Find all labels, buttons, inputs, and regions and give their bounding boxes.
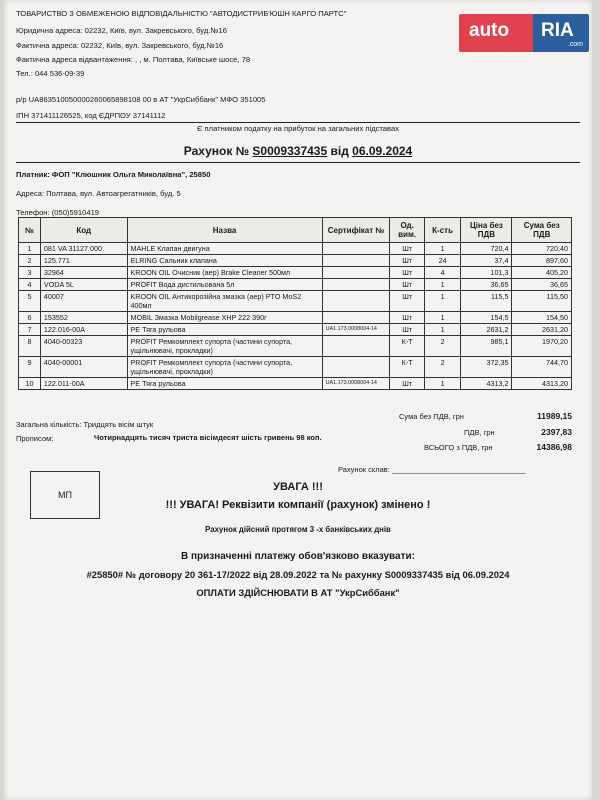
invoice-date: 06.09.2024 <box>352 144 413 158</box>
cell-name: PROFIT Вода дистильована 5л <box>127 279 322 291</box>
cell-code: 081 VA 31127 000 <box>40 243 127 255</box>
col-header-qty: К-сть <box>424 218 461 243</box>
cell-sum: 897,60 <box>512 255 572 267</box>
table-row <box>19 243 572 255</box>
col-header-sum: Сума без ПДВ <box>512 218 572 243</box>
cell-name: KROON OIL Антикорозійна змазка (аер) PTO MoS2 400мл <box>127 291 322 312</box>
cell-sum: 405,20 <box>512 267 572 279</box>
cell-unit: Шт <box>390 291 424 312</box>
cell-qty: 1 <box>424 279 461 291</box>
total-in-words: Чотирнадцять тисяч триста вісімдесят шість гривень 98 коп. <box>94 433 322 442</box>
col-header-name: Назва <box>127 218 322 243</box>
cell-code: 122.011-00A <box>40 378 127 390</box>
cell-qty: 1 <box>424 312 461 324</box>
cell-unit: Шт <box>390 243 424 255</box>
vat-label: ПДВ, грн <box>464 428 495 437</box>
logo-suffix: .com <box>567 41 583 48</box>
company-name: ТОВАРИСТВО З ОБМЕЖЕНОЮ ВІДПОВІДАЛЬНІСТЮ "АВТОДИСТРИБ'ЮШН КАРГО ПАРТС" <box>16 9 347 18</box>
cell-cert <box>322 279 390 291</box>
cell-code: 40007 <box>40 291 127 312</box>
cell-n: 10 <box>19 378 41 390</box>
payer-address: Адреса: Полтава, вул. Автоагрегатників, буд. 5 <box>16 189 181 198</box>
notice-title: УВАГА !!! <box>273 481 323 493</box>
cell-cert <box>322 267 390 279</box>
invoice-date-label: від <box>330 144 349 158</box>
cell-cert: UA1.173.0008004-14 <box>322 378 390 390</box>
cell-name: MOBIL Змазка Mobilgrease XHP 222 390г <box>127 312 322 324</box>
cell-unit: Шт <box>390 267 424 279</box>
col-header-num: № <box>19 218 41 243</box>
cell-cert <box>322 312 390 324</box>
cell-n: 2 <box>19 255 41 267</box>
cell-code: 153552 <box>40 312 127 324</box>
table-row <box>19 336 572 357</box>
cell-cert: UA1.173.0008004-14 <box>322 324 390 336</box>
cell-name: ELRING Сальник клапана <box>127 255 322 267</box>
words-label: Прописом: <box>16 434 54 443</box>
table-row <box>19 357 572 378</box>
autoria-logo <box>459 14 589 52</box>
cell-n: 4 <box>19 279 41 291</box>
cell-price: 4313,2 <box>461 378 512 390</box>
stamp-box: МП <box>30 471 100 519</box>
cell-name: PROFIT Ремкомплект супорта (частини супорта, ущільнювачі, прокладки) <box>127 336 322 357</box>
cell-qty: 1 <box>424 378 461 390</box>
col-header-price: Ціна без ПДВ <box>461 218 512 243</box>
cell-name: KROON OIL Очисник (аер) Brake Cleaner 500мл <box>127 267 322 279</box>
cell-unit: Шт <box>390 312 424 324</box>
table-row <box>19 291 572 312</box>
cell-name: PE Тяга рульова <box>127 324 322 336</box>
actual-address: Фактична адреса: 02232, Київ, вул. Закревського, буд.№16 <box>16 41 224 50</box>
cell-sum: 720,40 <box>512 243 572 255</box>
legal-address: Юридична адреса: 02232, Київ, вул. Закревського, буд.№16 <box>16 26 227 35</box>
purpose-line: #25850# № договору 20 361-17/2022 від 28.09.2022 та № рахунку S0009337435 від 06.09.2024 <box>86 569 510 580</box>
cell-sum: 36,65 <box>512 279 572 291</box>
cell-qty: 4 <box>424 267 461 279</box>
cell-n: 3 <box>19 267 41 279</box>
cell-qty: 24 <box>424 255 461 267</box>
header-divider <box>16 122 580 123</box>
bank-account: р/р UA863510050000260065898108 00 в АТ "УкрСиббанк" МФО 351005 <box>16 95 266 104</box>
cell-n: 1 <box>19 243 41 255</box>
cell-code: 4040-00323 <box>40 336 127 357</box>
cell-cert <box>322 291 390 312</box>
cell-unit: Шт <box>390 279 424 291</box>
vat-value: 2397,83 <box>541 427 572 437</box>
payer-phone: Телефон: (050)5910419 <box>16 208 100 217</box>
table-row <box>19 324 572 336</box>
cell-price: 101,3 <box>461 267 512 279</box>
drafted-by: Рахунок склав: ________________________________ <box>338 465 526 474</box>
cell-qty: 1 <box>424 243 461 255</box>
title-divider <box>16 162 580 163</box>
cell-price: 2631,2 <box>461 324 512 336</box>
cell-code: 32964 <box>40 267 127 279</box>
cell-cert <box>322 336 390 357</box>
cell-sum: 1970,20 <box>512 336 572 357</box>
cell-unit: Шт <box>390 255 424 267</box>
cell-price: 37,4 <box>461 255 512 267</box>
table-row <box>19 279 572 291</box>
sum-value: 11989,15 <box>537 411 572 421</box>
cell-cert <box>322 243 390 255</box>
shipping-address: Фактична адреса відвантаження: , , м. Полтава, Київське шосе, 78 <box>16 55 251 64</box>
cell-price: 36,65 <box>461 279 512 291</box>
cell-cert <box>322 255 390 267</box>
invoice-label: Рахунок № <box>183 144 250 158</box>
cell-unit: Шт <box>390 378 424 390</box>
items-body <box>19 243 572 390</box>
cell-sum: 154,50 <box>512 312 572 324</box>
cell-n: 6 <box>19 312 41 324</box>
col-header-unit: Од. вим. <box>390 218 424 243</box>
table-row <box>19 267 572 279</box>
cell-price: 115,5 <box>461 291 512 312</box>
cell-name: PE Тяга рульова <box>127 378 322 390</box>
cell-n: 7 <box>19 324 41 336</box>
cell-unit: К-Т <box>390 357 424 378</box>
pay-to: ОПЛАТИ ЗДІЙСНЮВАТИ В АТ "УкрСиббанк" <box>196 587 400 598</box>
invoice-number: S0009337435 <box>252 144 328 158</box>
cell-sum: 115,50 <box>512 291 572 312</box>
cell-code: 4040-00001 <box>40 357 127 378</box>
cell-code: 125.771 <box>40 255 127 267</box>
tax-note: Є платником податку на прибуток на загальних підставах <box>196 124 400 133</box>
items-table <box>18 217 572 390</box>
cell-code: 122.016-00A <box>40 324 127 336</box>
company-phone: Тел.: 044 536-09-39 <box>16 69 85 78</box>
cell-n: 9 <box>19 357 41 378</box>
invoice-sheet <box>4 0 592 800</box>
cell-qty: 1 <box>424 324 461 336</box>
logo-part-ria <box>533 14 589 52</box>
cell-unit: Шт <box>390 324 424 336</box>
table-row <box>19 312 572 324</box>
cell-n: 8 <box>19 336 41 357</box>
logo-ria-text: RIA <box>541 20 574 41</box>
total-value: 14386,98 <box>536 442 572 452</box>
purpose-title: В призначенні платежу обов'язково вказувати: <box>180 551 415 562</box>
total-count: Загальна кількість: Тридцять вісім штук <box>16 420 154 429</box>
total-label: ВСЬОГО з ПДВ, грн <box>424 443 493 452</box>
notice-line: !!! УВАГА! Реквізити компанії (рахунок) змінено ! <box>165 499 431 511</box>
cell-qty: 2 <box>424 336 461 357</box>
logo-part-auto: auto <box>459 14 533 52</box>
cell-sum: 744,70 <box>512 357 572 378</box>
table-row <box>19 255 572 267</box>
col-header-code: Код <box>40 218 127 243</box>
cell-price: 720,4 <box>461 243 512 255</box>
cell-name: MAHLE Клапан двигуна <box>127 243 322 255</box>
cell-n: 5 <box>19 291 41 312</box>
cell-price: 154,5 <box>461 312 512 324</box>
cell-name: PROFIT Ремкомплект супорта (частини супорта, ущільнювачі, прокладки) <box>127 357 322 378</box>
cell-code: VODA 5L <box>40 279 127 291</box>
cell-sum: 4313,20 <box>512 378 572 390</box>
col-header-cert: Сертифікат № <box>322 218 390 243</box>
payer-name: Платник: ФОП "Клюшник Ольга Миколаївна", 25850 <box>16 170 211 179</box>
cell-price: 372,35 <box>461 357 512 378</box>
cell-sum: 2631,20 <box>512 324 572 336</box>
sum-label: Сума без ПДВ, грн <box>399 412 464 421</box>
cell-unit: К-Т <box>390 336 424 357</box>
cell-qty: 2 <box>424 357 461 378</box>
tax-ids: ІПН 371411126525, код ЄДРПОУ 37141112 <box>16 111 166 120</box>
validity-note: Рахунок дійсний протягом 3 -х банківських днів <box>205 525 391 534</box>
table-header-row <box>19 218 572 243</box>
invoice-title <box>4 144 592 158</box>
cell-price: 985,1 <box>461 336 512 357</box>
table-row <box>19 378 572 390</box>
cell-cert <box>322 357 390 378</box>
cell-qty: 1 <box>424 291 461 312</box>
